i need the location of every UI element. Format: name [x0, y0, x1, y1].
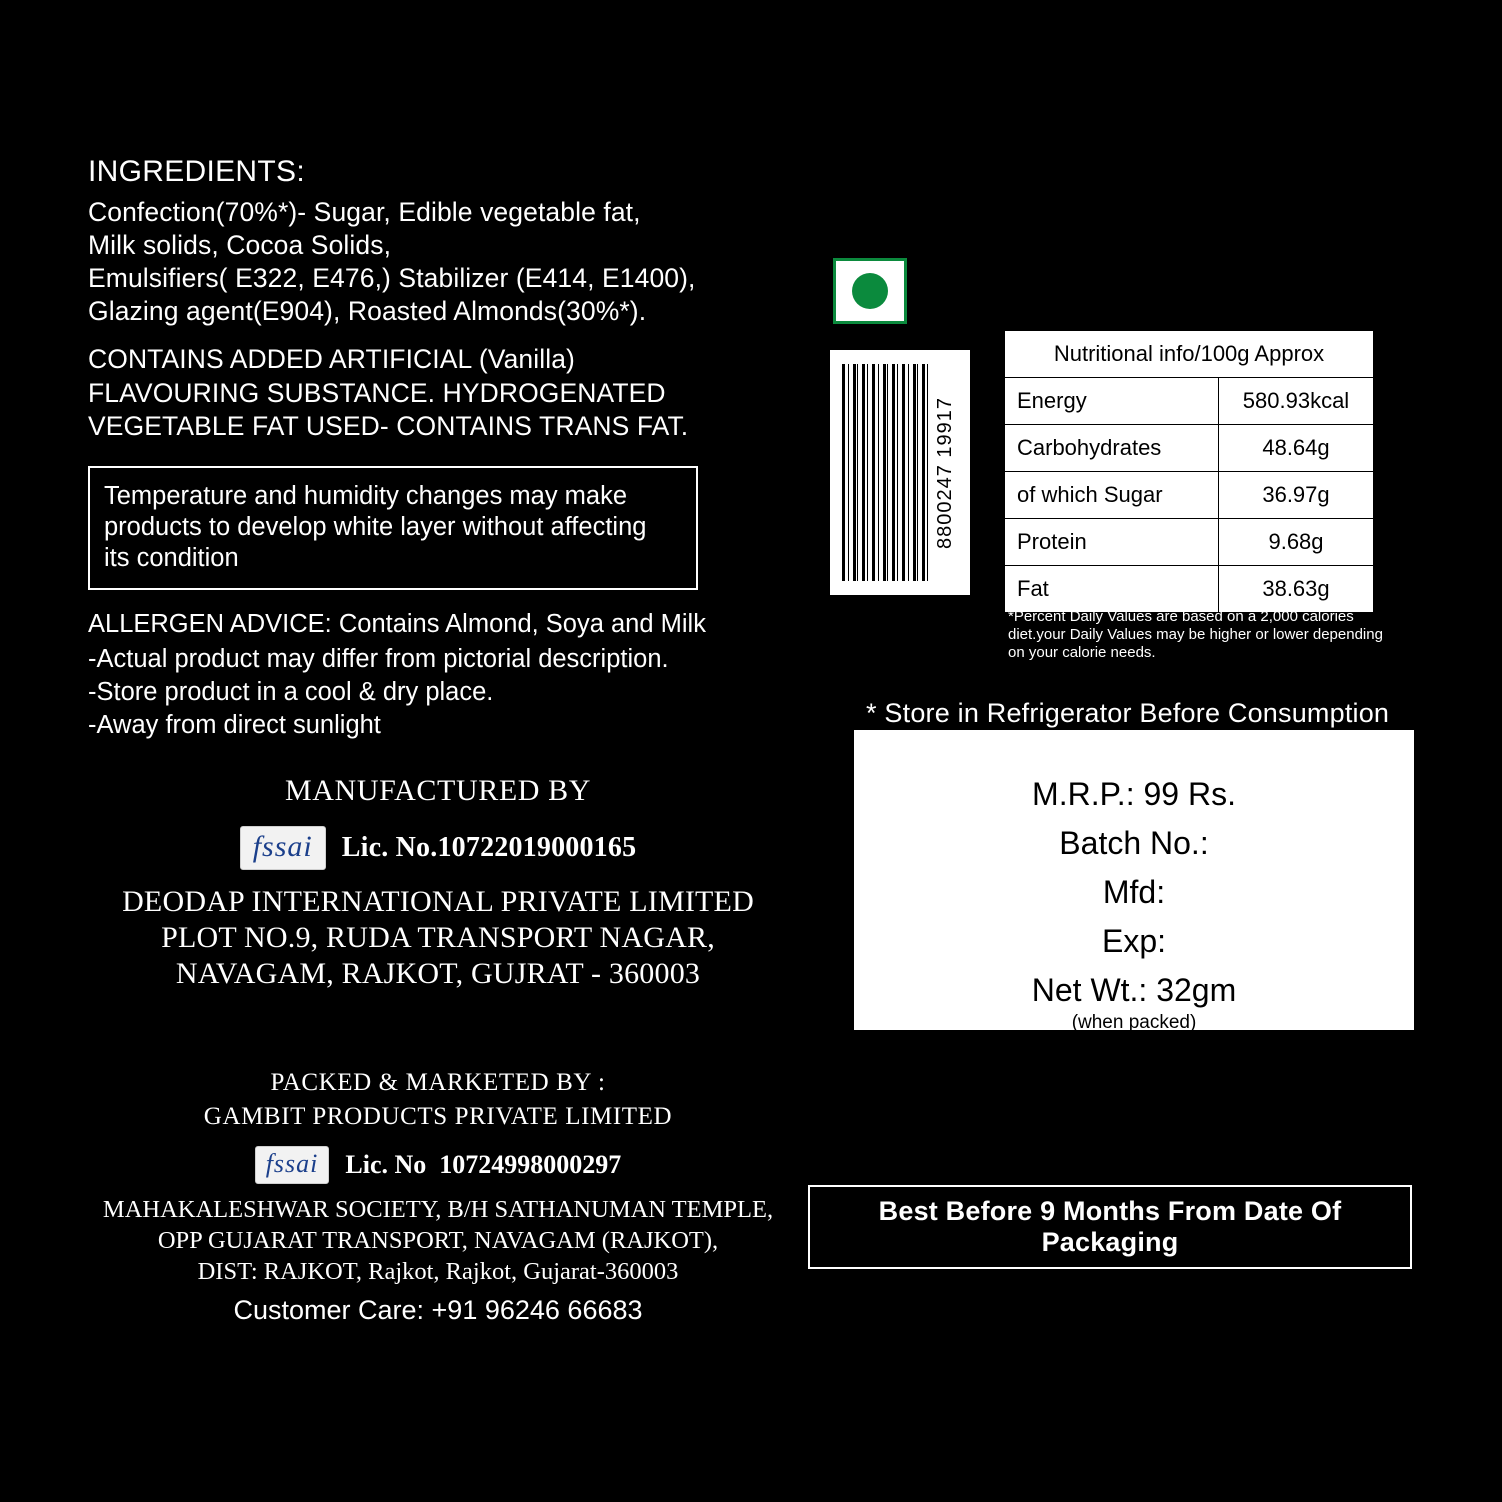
- barcode: [830, 350, 970, 595]
- temperature-notice-line-2: products to develop white layer without affecting: [104, 512, 647, 541]
- storage-bullet-1: -Actual product may differ from pictorial description.: [88, 644, 669, 673]
- nutrition-row-value-protein: 9.68g: [1219, 519, 1374, 566]
- storage-bullet-2: -Store product in a cool & dry place.: [88, 677, 494, 706]
- contains-line-3: VEGETABLE FAT USED- CONTAINS TRANS FAT.: [88, 411, 689, 441]
- table-row: [1005, 519, 1374, 566]
- marketer-address-line-2: OPP GUJARAT TRANSPORT, NAVAGAM (RAJKOT),: [157, 1226, 719, 1254]
- marketer-fssai-row: [88, 1146, 788, 1184]
- table-row: [1005, 425, 1374, 472]
- nutrition-row-value-fat: 38.63g: [1219, 566, 1374, 613]
- nutrition-footnote-line-1: *Percent Daily Values are based on a 2,000 calories: [1008, 608, 1354, 625]
- temperature-notice-line-3: its condition: [104, 543, 239, 572]
- manufacturer-address-line-1: DEODAP INTERNATIONAL PRIVATE LIMITED: [122, 884, 754, 918]
- mrp-value: M.R.P.: 99 Rs.: [1032, 776, 1236, 812]
- mrp-details-box: [854, 730, 1414, 1033]
- ingredients-line-1: Confection(70%*)- Sugar, Edible vegetable fat,: [88, 197, 641, 227]
- fssai-logo-icon-secondary: fssai: [255, 1146, 330, 1184]
- manufacture-date: Mfd:: [1102, 874, 1166, 910]
- manufacturer-address-line-3: NAVAGAM, RAJKOT, GUJRAT - 360003: [175, 956, 701, 990]
- marketer-lic-label-text: Lic. No: [345, 1149, 427, 1179]
- marketer-lic-number: 10724998000297: [439, 1149, 622, 1179]
- contains-artificial-flavour-notice: [88, 343, 788, 444]
- table-row: [1005, 472, 1374, 519]
- manufactured-by-heading: MANUFACTURED BY: [285, 773, 591, 807]
- packed-marketed-by-line-2: GAMBIT PRODUCTS PRIVATE LIMITED: [203, 1102, 673, 1130]
- marketer-address-line-1: MAHAKALESHWAR SOCIETY, B/H SATHANUMAN TEMPLE,: [102, 1195, 774, 1223]
- manufacturer-fssai-row: [88, 826, 788, 870]
- veg-mark-icon: [833, 258, 907, 324]
- contains-line-2: FLAVOURING SUBSTANCE. HYDROGENATED: [88, 377, 666, 408]
- manufacturer-address-line-2: PLOT NO.9, RUDA TRANSPORT NAGAR,: [161, 920, 715, 954]
- net-weight-note: (when packed): [1071, 1012, 1197, 1033]
- manufacturer-lic-number: 10722019000165: [437, 831, 637, 863]
- ingredients-line-4: Glazing agent(E904), Roasted Almonds(30%*).: [88, 296, 647, 326]
- marketer-lic-label: [345, 1150, 621, 1180]
- left-information-column: [88, 155, 788, 1326]
- nutrition-row-value-sugar: 36.97g: [1219, 472, 1374, 519]
- table-row: [1005, 566, 1374, 613]
- net-weight: Net Wt.: 32gm: [1031, 972, 1237, 1008]
- nutrition-table-header-row: [1005, 331, 1374, 378]
- barcode-bars-icon: [842, 364, 930, 581]
- barcode-number: 8800247 19917: [934, 396, 956, 549]
- table-row: [1005, 378, 1374, 425]
- nutrition-row-name-carbohydrates: Carbohydrates: [1005, 425, 1219, 472]
- nutrition-row-value-carbohydrates: 48.64g: [1219, 425, 1374, 472]
- customer-care: Customer Care: +91 96246 66683: [233, 1294, 643, 1325]
- storage-bullets: [88, 643, 788, 742]
- ingredients-line-2: Milk solids, Cocoa Solids,: [88, 230, 392, 260]
- ingredients-line-3: Emulsifiers( E322, E476,) Stabilizer (E414, E1400),: [88, 263, 696, 293]
- marketer-address-line-3: DIST: RAJKOT, Rajkot, Rajkot, Gujarat-360003: [197, 1257, 679, 1285]
- nutrition-row-name-sugar: of which Sugar: [1005, 472, 1219, 519]
- allergen-advice: ALLERGEN ADVICE: Contains Almond, Soya and Milk: [88, 609, 706, 638]
- store-refrigerator-note: * Store in Refrigerator Before Consumption: [866, 698, 1390, 728]
- nutrition-footnote-line-2: diet.your Daily Values may be higher or lower depending: [1008, 626, 1383, 643]
- batch-number: Batch No.:: [1059, 825, 1209, 861]
- nutrition-table-header: Nutritional info/100g Approx: [1005, 331, 1374, 378]
- packed-marketed-by-line-1: PACKED & MARKETED BY :: [270, 1068, 606, 1096]
- manufacturer-lic-label-text: Lic. No.: [341, 831, 438, 863]
- manufacturer-lic-label: [342, 832, 637, 864]
- nutrition-footnote: [1008, 608, 1386, 662]
- fssai-logo-icon: fssai: [240, 826, 326, 870]
- nutrition-row-name-protein: Protein: [1005, 519, 1219, 566]
- nutrition-footnote-line-3: on your calorie needs.: [1008, 644, 1156, 661]
- manufacturer-address: [88, 884, 788, 992]
- temperature-notice-line-1: Temperature and humidity changes may make: [104, 481, 628, 510]
- marketer-address: [88, 1194, 788, 1287]
- best-before-banner: Best Before 9 Months From Date Of Packaging: [808, 1185, 1412, 1269]
- nutrition-row-name-energy: Energy: [1005, 378, 1219, 425]
- veg-mark-dot: [852, 273, 888, 309]
- expiry-date: Exp:: [1101, 923, 1167, 959]
- nutrition-table: [1004, 330, 1374, 613]
- nutrition-row-value-energy: 580.93kcal: [1219, 378, 1374, 425]
- nutrition-row-name-fat: Fat: [1005, 566, 1219, 613]
- storage-bullet-3: -Away from direct sunlight: [88, 710, 381, 739]
- contains-line-1: CONTAINS ADDED ARTIFICIAL (Vanilla): [88, 344, 575, 374]
- temperature-humidity-notice-box: [88, 466, 698, 590]
- ingredients-title: INGREDIENTS:: [88, 155, 305, 188]
- packed-marketed-by-heading: [88, 1066, 788, 1134]
